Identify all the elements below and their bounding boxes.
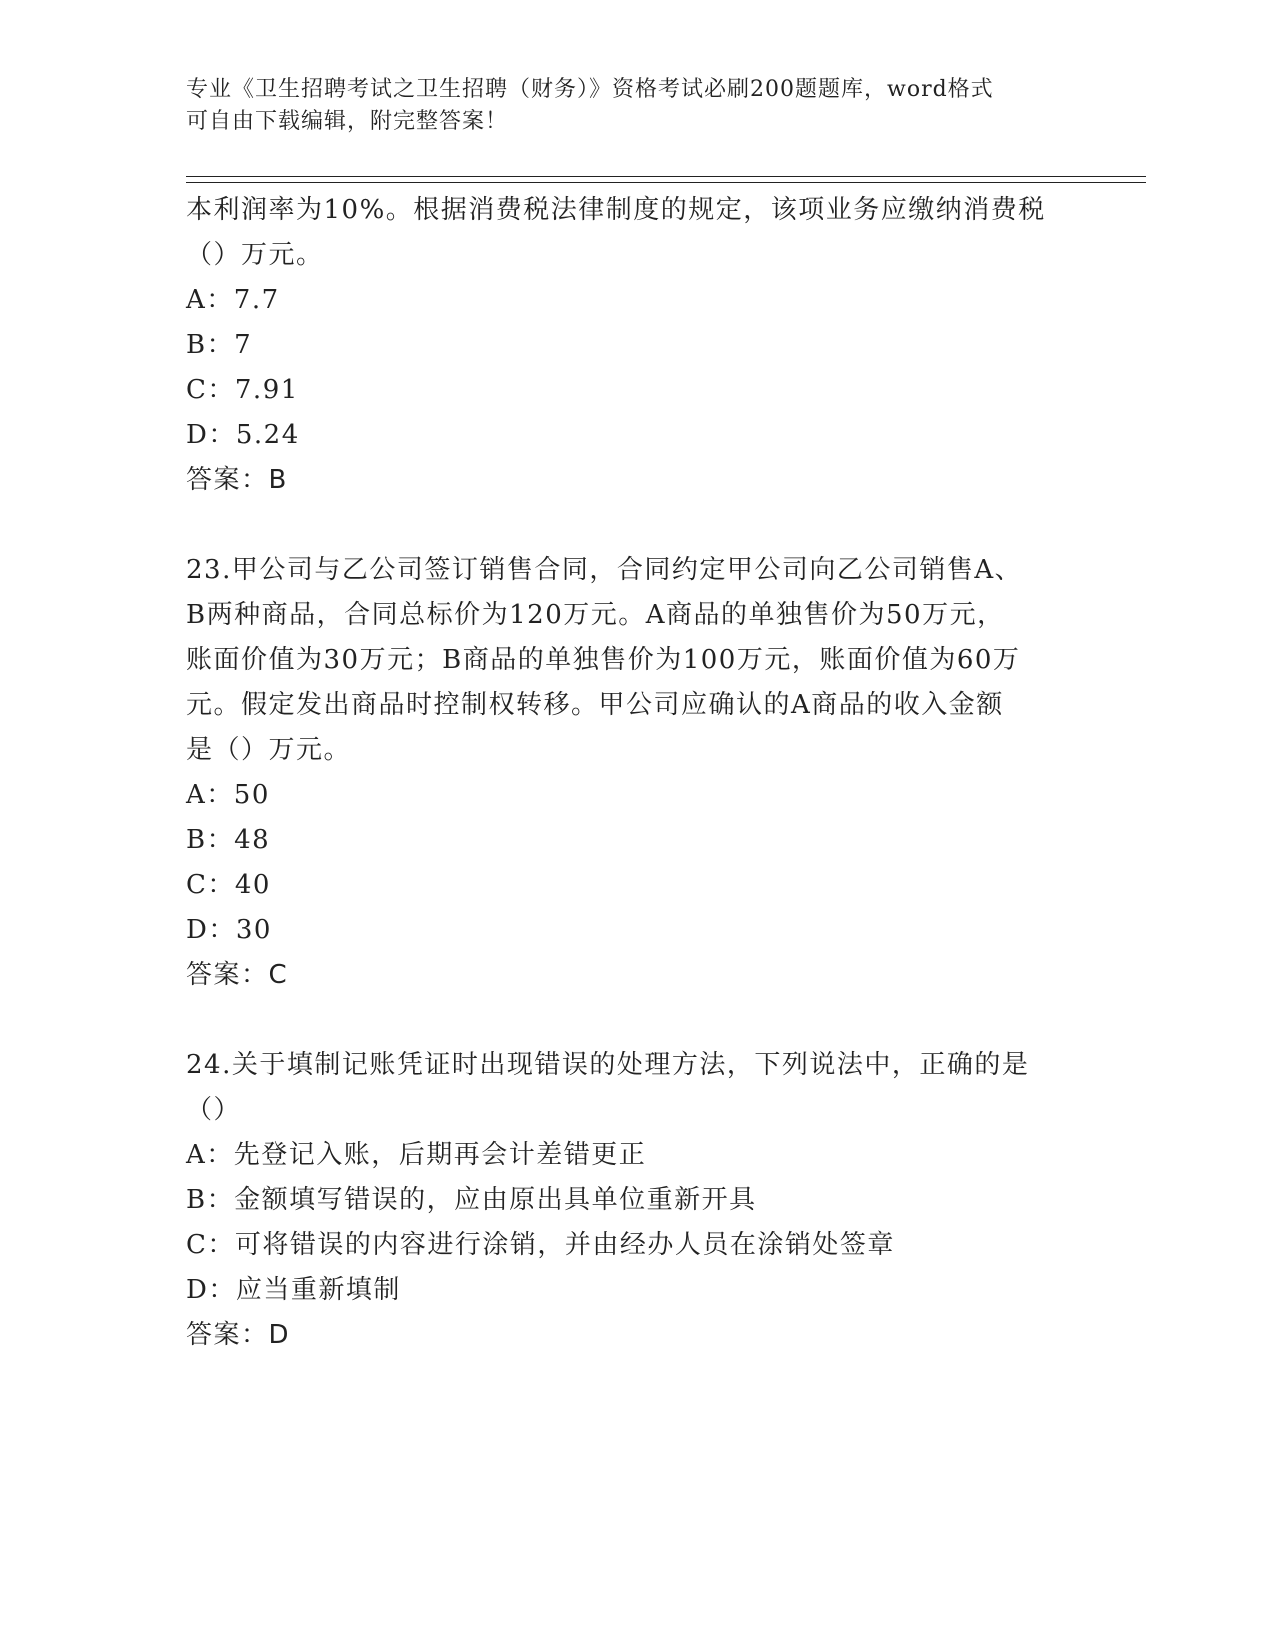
- question-stem-line: （）万元。: [186, 240, 324, 270]
- option-d: D：应当重新填制: [186, 1275, 401, 1305]
- question-23: [186, 548, 1086, 998]
- option-d: D：5.24: [186, 420, 300, 450]
- spacer: [186, 503, 1086, 548]
- document-header: [186, 74, 1066, 138]
- question-stem-line: （）: [186, 1095, 242, 1125]
- option-c: C：40: [186, 870, 271, 900]
- header-line-1: 专业《卫生招聘考试之卫生招聘（财务）》资格考试必刷200题题库，word格式: [186, 77, 994, 102]
- question-stem-line: B两种商品，合同总标价为120万元。A商品的单独售价为50万元，: [186, 600, 1005, 630]
- question-stem-line: 23.甲公司与乙公司签订销售合同，合同约定甲公司向乙公司销售A、: [186, 555, 1023, 585]
- answer-line: 答案：C: [186, 960, 289, 990]
- option-d: D：30: [186, 915, 272, 945]
- option-a: A：先登记入账，后期再会计差错更正: [186, 1140, 647, 1170]
- header-rule-top: [186, 176, 1146, 177]
- question-24: [186, 1043, 1086, 1358]
- header-line-2: 可自由下载编辑，附完整答案！: [186, 109, 509, 134]
- option-a: A：50: [186, 780, 270, 810]
- header-rule-bottom: [186, 182, 1146, 183]
- question-stem-line: 元。假定发出商品时控制权转移。甲公司应确认的A商品的收入金额: [186, 690, 1004, 720]
- question-22: [186, 188, 1086, 503]
- option-b: B：48: [186, 825, 271, 855]
- option-b: B：金额填写错误的，应由原出具单位重新开具: [186, 1185, 757, 1215]
- option-c: C：可将错误的内容进行涂销，并由经办人员在涂销处签章: [186, 1230, 895, 1260]
- question-stem-line: 是（）万元。: [186, 735, 352, 765]
- document-body: [186, 188, 1086, 1358]
- option-c: C：7.91: [186, 375, 299, 405]
- question-stem-line: 24.关于填制记账凭证时出现错误的处理方法，下列说法中，正确的是: [186, 1050, 1030, 1080]
- answer-line: 答案：B: [186, 465, 288, 495]
- question-stem-line: 账面价值为30万元；B商品的单独售价为100万元，账面价值为60万: [186, 645, 1021, 675]
- answer-line: 答案：D: [186, 1320, 291, 1350]
- option-a: A：7.7: [186, 285, 280, 315]
- question-stem-line: 本利润率为10%。根据消费税法律制度的规定，该项业务应缴纳消费税: [186, 195, 1046, 225]
- spacer: [186, 998, 1086, 1043]
- option-b: B：7: [186, 330, 253, 360]
